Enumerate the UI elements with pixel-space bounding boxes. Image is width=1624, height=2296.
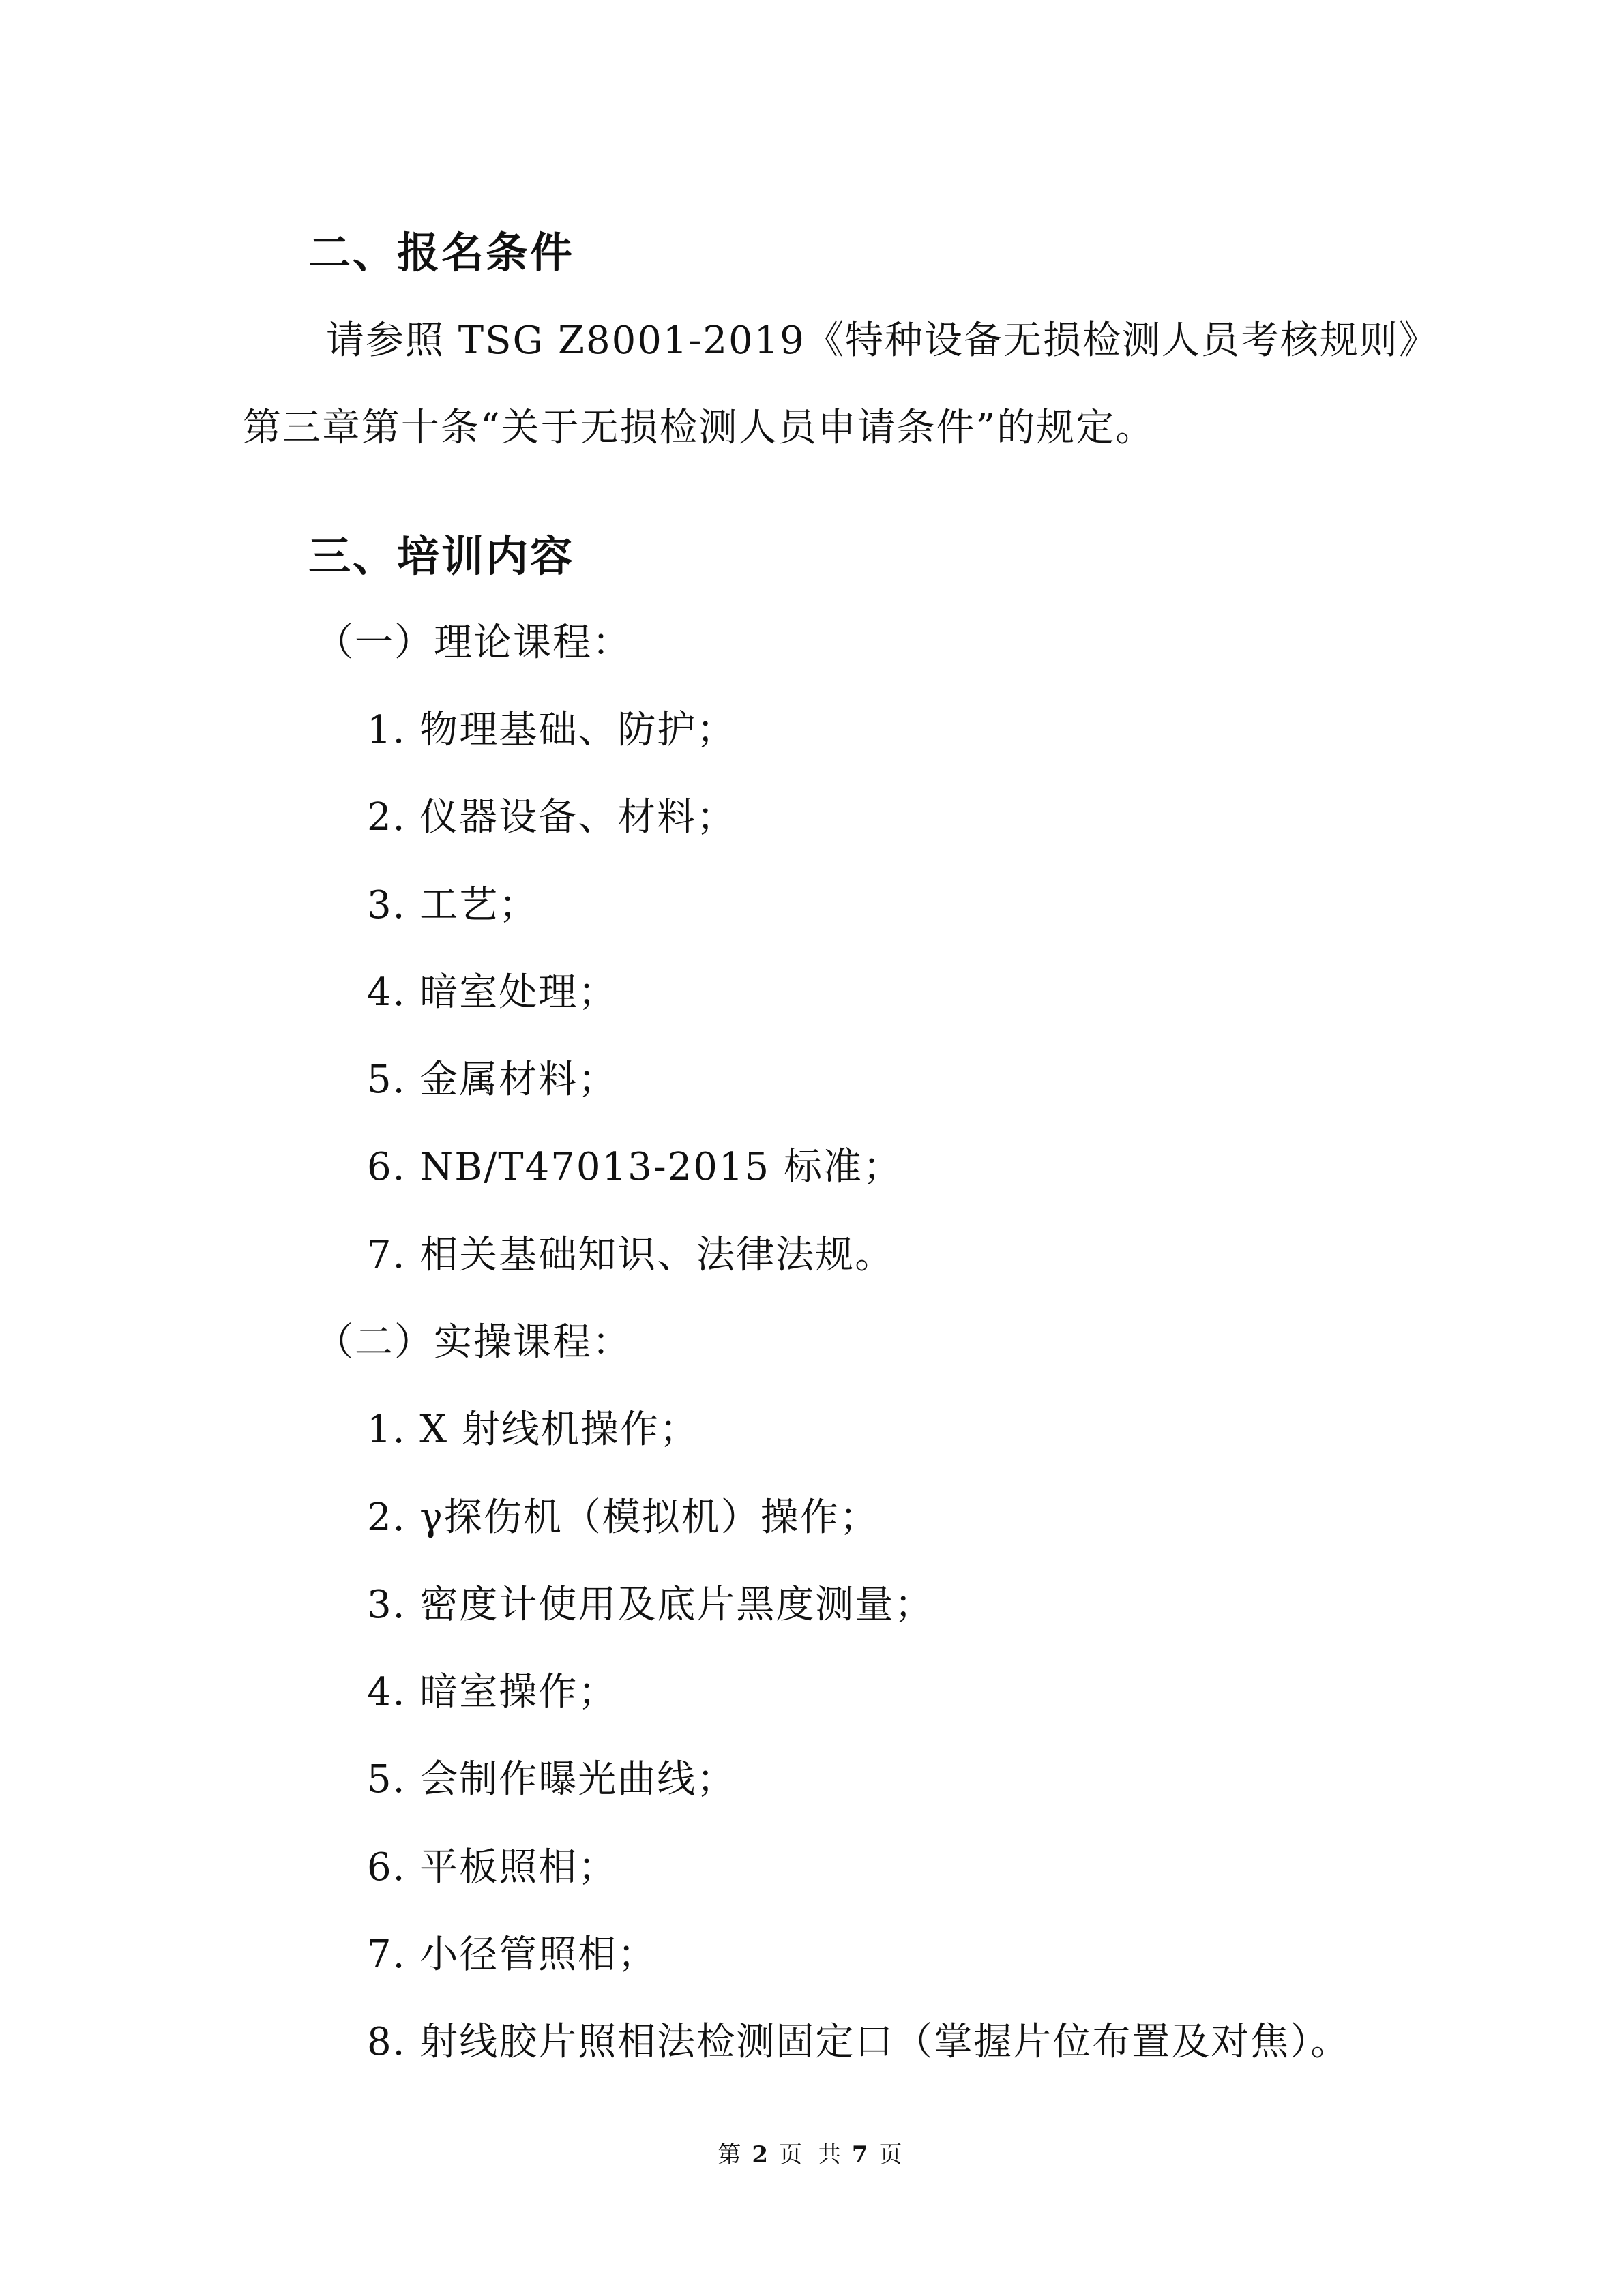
subheading-theory: （一）理论课程： — [315, 621, 632, 665]
section-heading-training: 三、培训内容 — [308, 531, 575, 581]
list-item: 2. γ探伤机（模拟机）操作； — [367, 1495, 879, 1540]
list-item: 1. 物理基础、防护； — [367, 708, 737, 752]
list-item: 4. 暗室处理； — [367, 970, 618, 1015]
page-footer — [0, 2136, 1624, 2169]
footer-total-pages: 7 — [851, 2141, 872, 2168]
list-item: 2. 仪器设备、材料； — [367, 795, 737, 839]
list-item: 5. 会制作曝光曲线； — [367, 1757, 737, 1802]
list-item: 1. X 射线机操作； — [367, 1407, 699, 1452]
list-item: 6. 平板照相； — [367, 1845, 618, 1890]
footer-prefix: 第 — [718, 2141, 745, 2168]
subheading-practice: （二）实操课程： — [315, 1320, 632, 1365]
list-item: 7. 相关基础知识、法律法规。 — [367, 1233, 895, 1277]
paragraph-line-1: 请参照 TSG Z8001-2019《特种设备无损检测人员考核规则》 — [326, 318, 1438, 363]
footer-middle: 页 共 — [779, 2141, 845, 2168]
list-item: 7. 小径管照相； — [367, 1933, 658, 1977]
section-heading-registration: 二、报名条件 — [308, 228, 575, 278]
list-item: 3. 密度计使用及底片黑度测量； — [367, 1583, 934, 1627]
list-item: 3. 工艺； — [367, 883, 539, 927]
paragraph-line-2: 第三章第十条“关于无损检测人员申请条件”的规定。 — [243, 406, 1155, 450]
list-item: 4. 暗室操作； — [367, 1670, 618, 1714]
footer-page-number: 2 — [752, 2141, 773, 2168]
footer-suffix: 页 — [879, 2141, 906, 2168]
list-item: 8. 射线胶片照相法检测固定口（掌握片位布置及对焦）。 — [367, 2020, 1350, 2064]
list-item: 6. NB/T47013-2015 标准； — [367, 1145, 902, 1189]
list-item: 5. 金属材料； — [367, 1058, 618, 1102]
